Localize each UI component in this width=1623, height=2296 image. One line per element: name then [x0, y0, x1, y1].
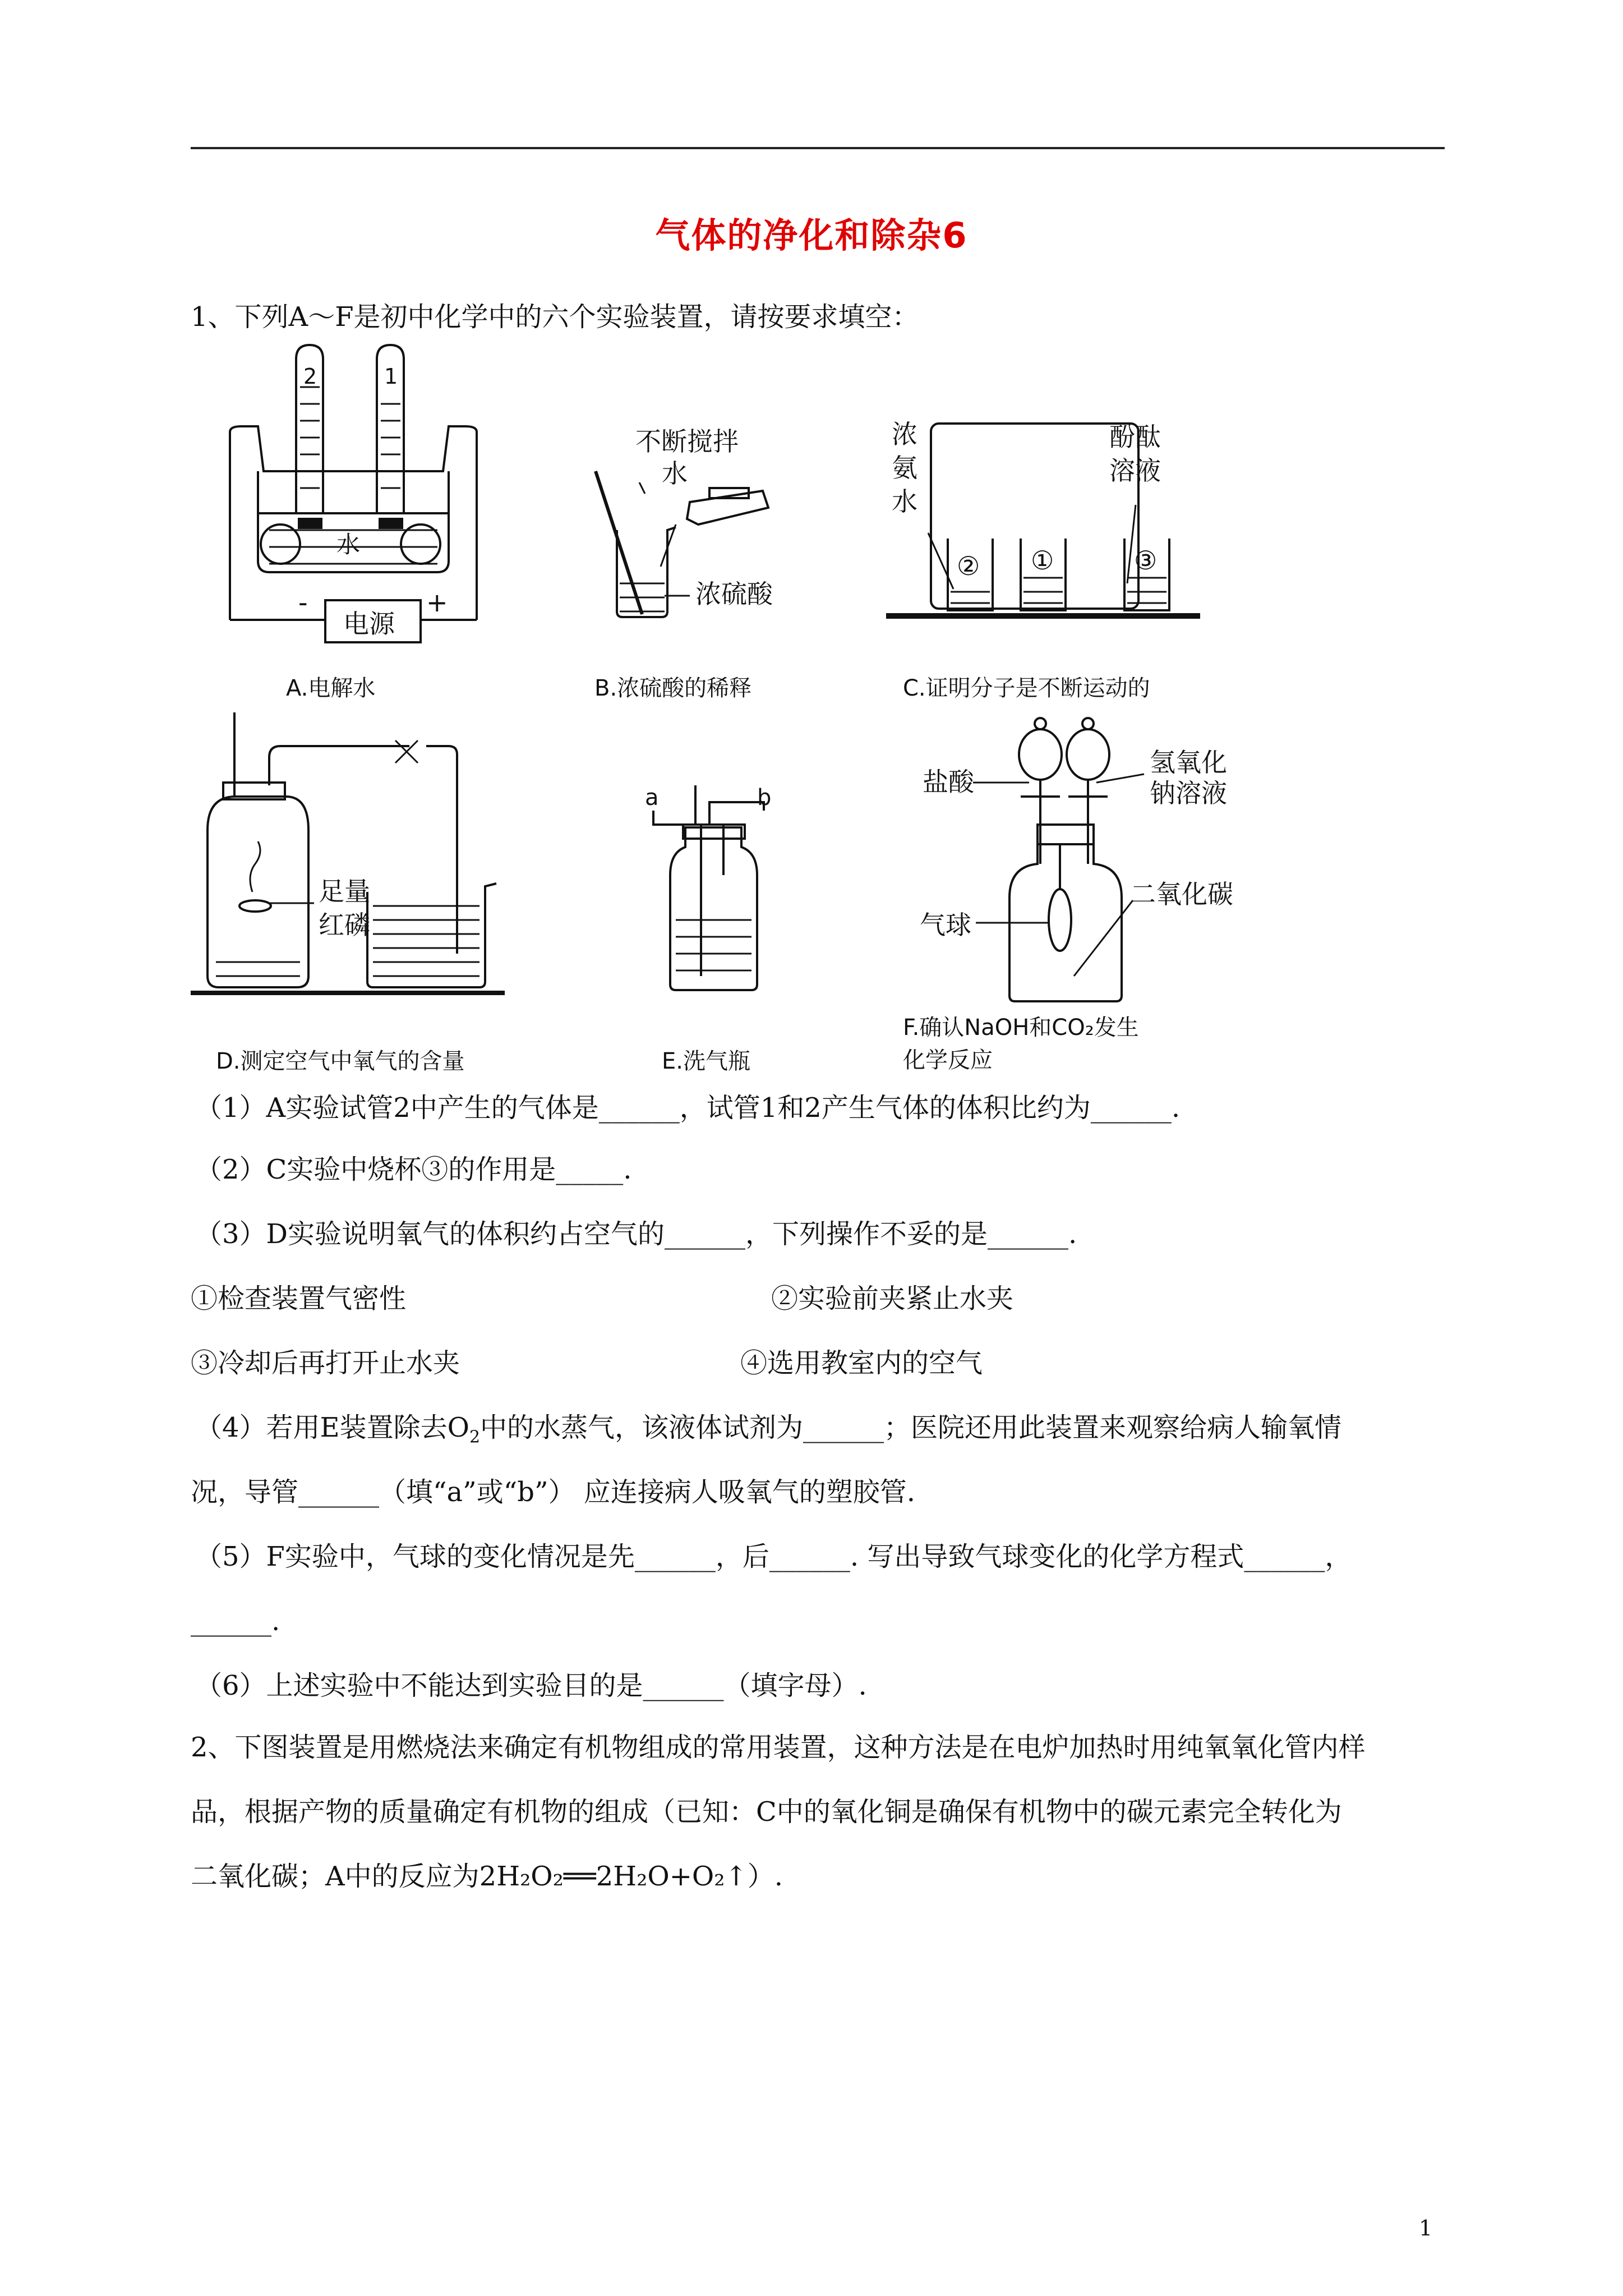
q1-sub1: （1）A实验试管2中产生的气体是______，试管1和2产生气体的体积比约为______.: [195, 1092, 1181, 1124]
fig-b-acid-label: 浓硫酸: [695, 579, 773, 609]
q1-option-3: ③冷却后再打开止水夹: [191, 1347, 460, 1379]
q1-sub4: [195, 1411, 1341, 1455]
q2-line-3: 二氧化碳；A中的反应为2H₂O₂══2H₂O+O₂↑）.: [191, 1861, 783, 1892]
figure-c-molecules: [886, 424, 1200, 616]
figure-e-washing-bottle: [653, 785, 764, 990]
fig-a-water-label: 水: [336, 531, 361, 558]
q1-sub4-part-a: （4）若用E装置除去O: [195, 1412, 469, 1443]
q1-sub5-line2: ______.: [191, 1605, 280, 1637]
q1-sub6: （6）上述实验中不能达到实验目的是______（填字母）.: [195, 1670, 867, 1701]
fig-f-naoh-1: 氢氧化: [1150, 747, 1227, 777]
fig-f-naoh-2: 钠溶液: [1150, 778, 1227, 808]
fig-f-caption-2: 化学反应: [903, 1047, 993, 1073]
fig-d-label-2: 红磷: [319, 910, 370, 940]
fig-c-ammonia-2: 氨: [892, 453, 917, 483]
fig-d-label-1: 足量: [319, 876, 370, 907]
fig-c-ammonia-3: 水: [892, 486, 917, 517]
q1-stem: 1、下列A～F是初中化学中的六个实验装置，请按要求填空：: [191, 301, 919, 333]
fig-e-caption: E.洗气瓶: [662, 1048, 750, 1074]
fig-c-beaker-3: ③: [1134, 545, 1158, 576]
fig-a-power-label: 电源: [343, 609, 395, 639]
page-title: 气体的净化和除杂6: [655, 215, 968, 256]
fig-f-caption-1: F.确认NaOH和CO₂发生: [903, 1015, 1139, 1041]
q1-sub4-line2: 况，导管______（填“a”或“b”） 应连接病人吸氧气的塑胶管.: [191, 1476, 916, 1508]
fig-a-tube2-label: 2: [303, 364, 317, 389]
figure-f-naoh-co2: [973, 718, 1144, 1001]
fig-c-caption: C.证明分子是不断运动的: [903, 675, 1150, 701]
fig-b-water-label: 水: [662, 458, 688, 489]
fig-c-beaker-2: ②: [957, 551, 980, 581]
q1-option-1: ①检查装置气密性: [191, 1283, 407, 1314]
fig-c-phenol-2: 溶液: [1109, 455, 1161, 486]
fig-f-balloon-label: 气球: [920, 910, 971, 940]
q1-sub2: （2）C实验中烧杯③的作用是_____.: [195, 1154, 632, 1185]
page-number: 1: [1419, 2216, 1433, 2240]
q1-option-4: ④选用教室内的空气: [740, 1347, 983, 1379]
fig-a-plus: +: [426, 587, 448, 618]
fig-e-a-label: a: [645, 785, 659, 811]
q1-sub4-subscript: 2: [469, 1427, 481, 1447]
fig-f-co2-label: 二氧化碳: [1130, 879, 1233, 909]
fig-a-tube1-label: 1: [384, 364, 398, 389]
fig-d-caption: D.测定空气中氧气的含量: [216, 1048, 465, 1074]
q1-sub3: （3）D实验说明氧气的体积约占空气的______，下列操作不妥的是______.: [195, 1218, 1077, 1250]
fig-b-caption: B.浓硫酸的稀释: [594, 675, 752, 701]
figure-d-oxygen: [191, 712, 505, 993]
fig-c-ammonia-1: 浓: [892, 419, 917, 449]
fig-a-caption: A.电解水: [286, 675, 376, 701]
fig-b-stir-label: 不断搅拌: [635, 426, 739, 457]
q2-line-1: 2、下图装置是用燃烧法来确定有机物组成的常用装置，这种方法是在电炉加热时用纯氧氧化管内样: [191, 1732, 1366, 1763]
q2-line-2: 品，根据产物的质量确定有机物的组成（已知：C中的氧化铜是确保有机物中的碳元素完全转化为: [191, 1796, 1342, 1828]
fig-a-minus: -: [298, 587, 308, 618]
fig-e-b-label: b: [757, 785, 772, 811]
q1-sub4-part-b: 中的水蒸气，该液体试剂为______；医院还用此装置来观察给病人输氧情: [480, 1412, 1342, 1443]
q1-option-2: ②实验前夹紧止水夹: [771, 1283, 1014, 1314]
q1-sub5: （5）F实验中，气球的变化情况是先______，后______. 写出导致气球变化的化学方程式______，: [195, 1541, 1352, 1572]
fig-c-phenol-1: 酚酞: [1109, 422, 1161, 452]
fig-c-beaker-1: ①: [1031, 545, 1054, 576]
fig-f-acid-label: 盐酸: [923, 767, 974, 797]
